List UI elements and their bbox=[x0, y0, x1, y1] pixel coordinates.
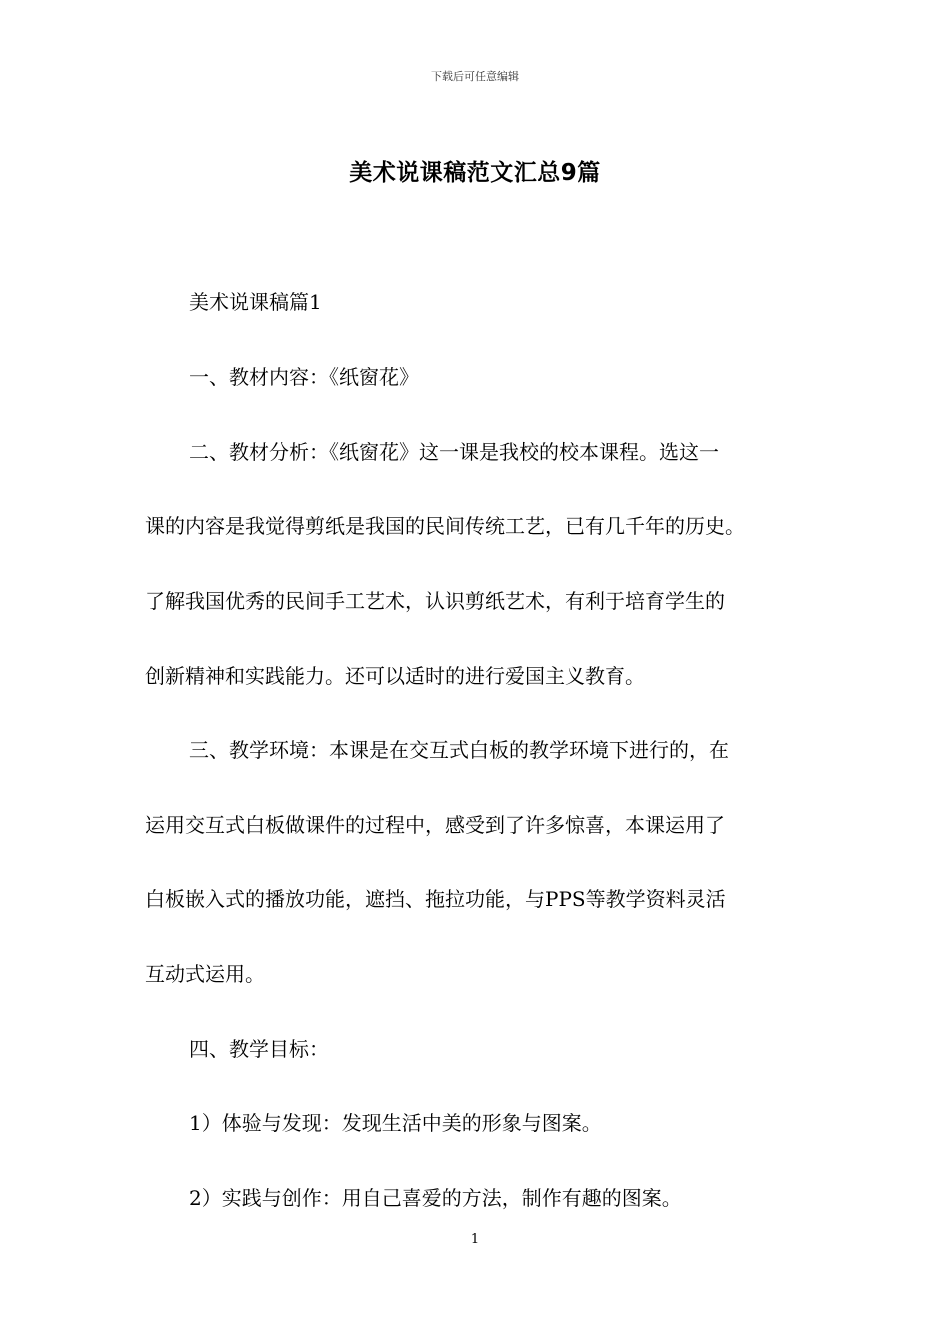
header-note: 下载后可任意编辑 bbox=[431, 70, 519, 83]
paragraph-line: 创新精神和实践能力。还可以适时的进行爱国主义教育。 bbox=[145, 664, 645, 688]
paragraph-line: 了解我国优秀的民间手工艺术，认识剪纸艺术，有利于培育学生的 bbox=[145, 589, 725, 613]
paragraph-line: 互动式运用。 bbox=[145, 962, 265, 986]
document-title: 美术说课稿范文汇总9篇 bbox=[349, 160, 601, 186]
paragraph-line: 白板嵌入式的播放功能，遮挡、拖拉功能，与PPS等教学资料灵活 bbox=[145, 887, 726, 911]
paragraph-line: 课的内容是我觉得剪纸是我国的民间传统工艺，已有几千年的历史。 bbox=[145, 514, 745, 538]
paragraph-line: 运用交互式白板做课件的过程中，感受到了许多惊喜，本课运用了 bbox=[145, 813, 725, 837]
list-item: 2）实践与创作：用自己喜爱的方法，制作有趣的图案。 bbox=[189, 1186, 682, 1210]
page-number: 1 bbox=[470, 1232, 480, 1247]
list-item: 1）体验与发现：发现生活中美的形象与图案。 bbox=[189, 1111, 602, 1135]
paragraph-line: 三、教学环境：本课是在交互式白板的教学环境下进行的，在 bbox=[189, 738, 729, 762]
section-heading: 美术说课稿篇1 bbox=[189, 290, 322, 314]
paragraph-line: 一、教材内容：《纸窗花》 bbox=[189, 365, 419, 389]
paragraph-line: 二、教材分析：《纸窗花》这一课是我校的校本课程。选这一 bbox=[189, 440, 719, 464]
paragraph-line: 四、教学目标： bbox=[189, 1037, 329, 1061]
